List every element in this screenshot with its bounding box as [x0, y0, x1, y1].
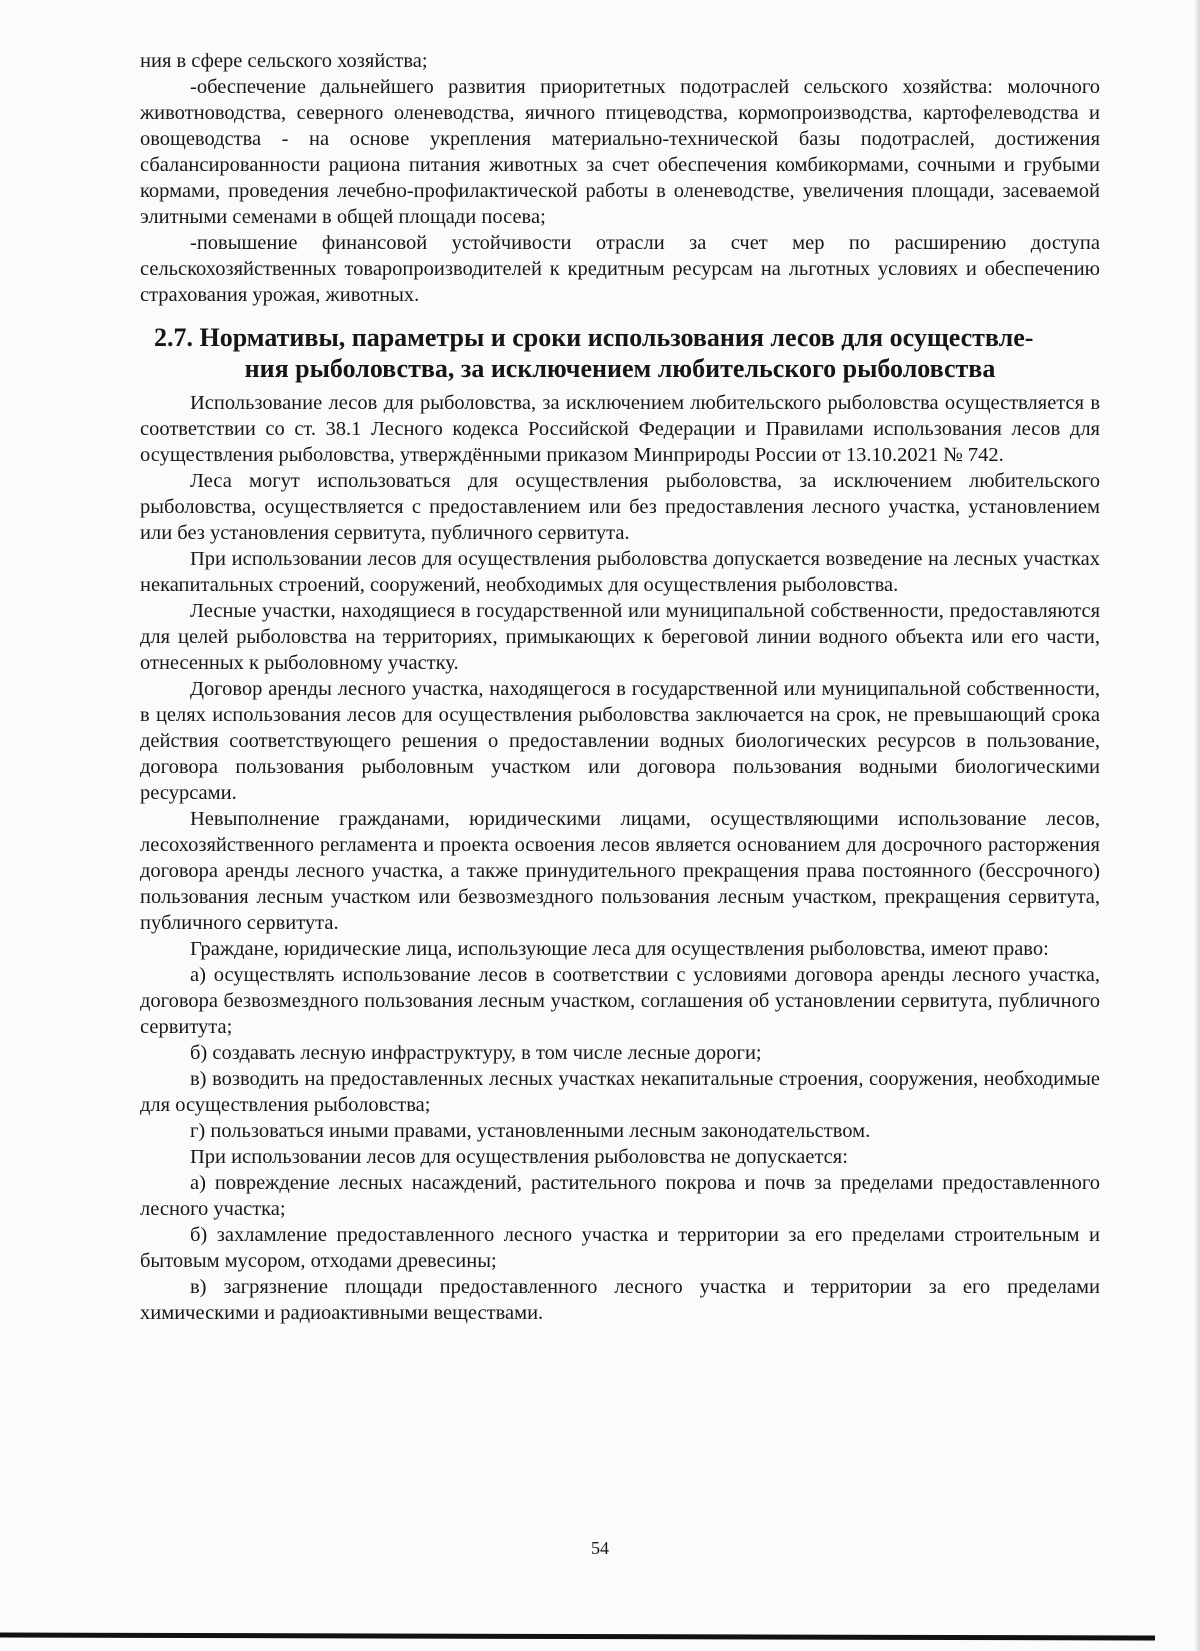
list-item-right-v: в) возводить на предоставленных лесных участках некапитальные строения, сооружения, необходимые для осуществления рыболовства;	[140, 1068, 1100, 1116]
paragraph-lease-agreement: Договор аренды лесного участка, находящегося в государственной или муниципальной собственности, в целях использования лесов для осуществления рыболовства заключается на срок, не превышающий срока действия соответствующего решения о предоставлении водных биологических ресурсов в пользование, договора пользования рыболовным участком или договора пользования водными биологическими ресурсами.	[140, 678, 1100, 804]
list-item-prohibition-b: б) захламление предоставленного лесного участка и территории за его пределами строительным и бытовым мусором, отходами древесины;	[140, 1224, 1100, 1272]
list-item-right-b: б) создавать лесную инфраструктуру, в том числе лесные дороги;	[190, 1042, 762, 1064]
paragraph-forest-use: Леса могут использоваться для осуществления рыболовства, за исключением любительского рыболовства, осуществляется с предоставлением или без предоставления лесного участка, установлением или без установления сервитута, публичного сервитута.	[140, 470, 1100, 544]
section-heading	[140, 322, 1100, 384]
intro-text	[140, 48, 1100, 308]
paragraph-continuation: ния в сфере сельского хозяйства;	[140, 50, 428, 72]
scan-bottom-edge	[0, 1632, 1155, 1640]
paragraph-noncompliance: Невыполнение гражданами, юридическими лицами, осуществляющими использование лесов, лесохозяйственного регламента и проекта освоения лесов является основанием для досрочного расторжения договора аренды лесного участка, а также принудительного прекращения права постоянного (бессрочного) пользования лесным участком или безвозмездного пользования лесным участком, прекращения сервитута, публичного сервитута.	[140, 808, 1100, 934]
paragraph-rights-intro: Граждане, юридические лица, использующие леса для осуществления рыболовства, имеют право:	[190, 938, 1049, 960]
section-body	[140, 390, 1100, 1326]
page-number: 54	[591, 1538, 609, 1558]
paragraph-structures: При использовании лесов для осуществления рыболовства допускается возведение на лесных участках некапитальных строений, сооружений, необходимых для осуществления рыболовства.	[140, 548, 1100, 596]
paragraph-financial-stability: -повышение финансовой устойчивости отрасли за счет мер по расширению доступа сельскохозяйственных товаропроизводителей к кредитным ресурсам на льготных условиях и обеспечению страхования урожая, животных.	[140, 232, 1100, 306]
paragraph-land-plots: Лесные участки, находящиеся в государственной или муниципальной собственности, предоставляются для целей рыболовства на территориях, примыкающих к береговой линии водного объекта или его части, отнесенных к рыболовному участку.	[140, 600, 1100, 674]
section-heading-line-1: 2.7. Нормативы, параметры и сроки использования лесов для осуществле-	[154, 323, 1034, 352]
scan-margin-shadow	[1194, 0, 1200, 1651]
list-item-right-g: г) пользоваться иными правами, установленными лесным законодательством.	[190, 1120, 871, 1142]
document-page	[140, 48, 1100, 1326]
paragraph-livestock-development: -обеспечение дальнейшего развития приоритетных подотраслей сельского хозяйства: молочного животноводства, северного оленеводства, яичного птицеводства, кормопроизводства, картофелеводства и овощеводства - на основе укрепления материально-технической базы подотраслей, достижения сбалансированности рациона питания животных за счет обеспечения комбикормами, сочными и грубыми кормами, проведения лечебно-профилактической работы в оленеводстве, увеличения площади, засеваемой элитными семенами в общей площади посева;	[140, 76, 1100, 228]
paragraph-prohibitions-intro: При использовании лесов для осуществления рыболовства не допускается:	[190, 1146, 848, 1168]
list-item-right-a: а) осуществлять использование лесов в соответствии с условиями договора аренды лесного участка, договора безвозмездного пользования лесным участком, соглашения об установлении сервитута, публичного сервитута;	[140, 964, 1100, 1038]
list-item-prohibition-v: в) загрязнение площади предоставленного лесного участка и территории за его пределами химическими и радиоактивными веществами.	[140, 1276, 1100, 1324]
list-item-prohibition-a: а) повреждение лесных насаждений, растительного покрова и почв за пределами предоставленного лесного участка;	[140, 1172, 1100, 1220]
section-heading-line-2: ния рыболовства, за исключением любительского рыболовства	[244, 354, 996, 383]
paragraph-legal-basis: Использование лесов для рыболовства, за исключением любительского рыболовства осуществляется в соответствии со ст. 38.1 Лесного кодекса Российской Федерации и Правилами использования лесов для осуществления рыболовства, утверждёнными приказом Минприроды России от 13.10.2021 № 742.	[140, 392, 1100, 466]
